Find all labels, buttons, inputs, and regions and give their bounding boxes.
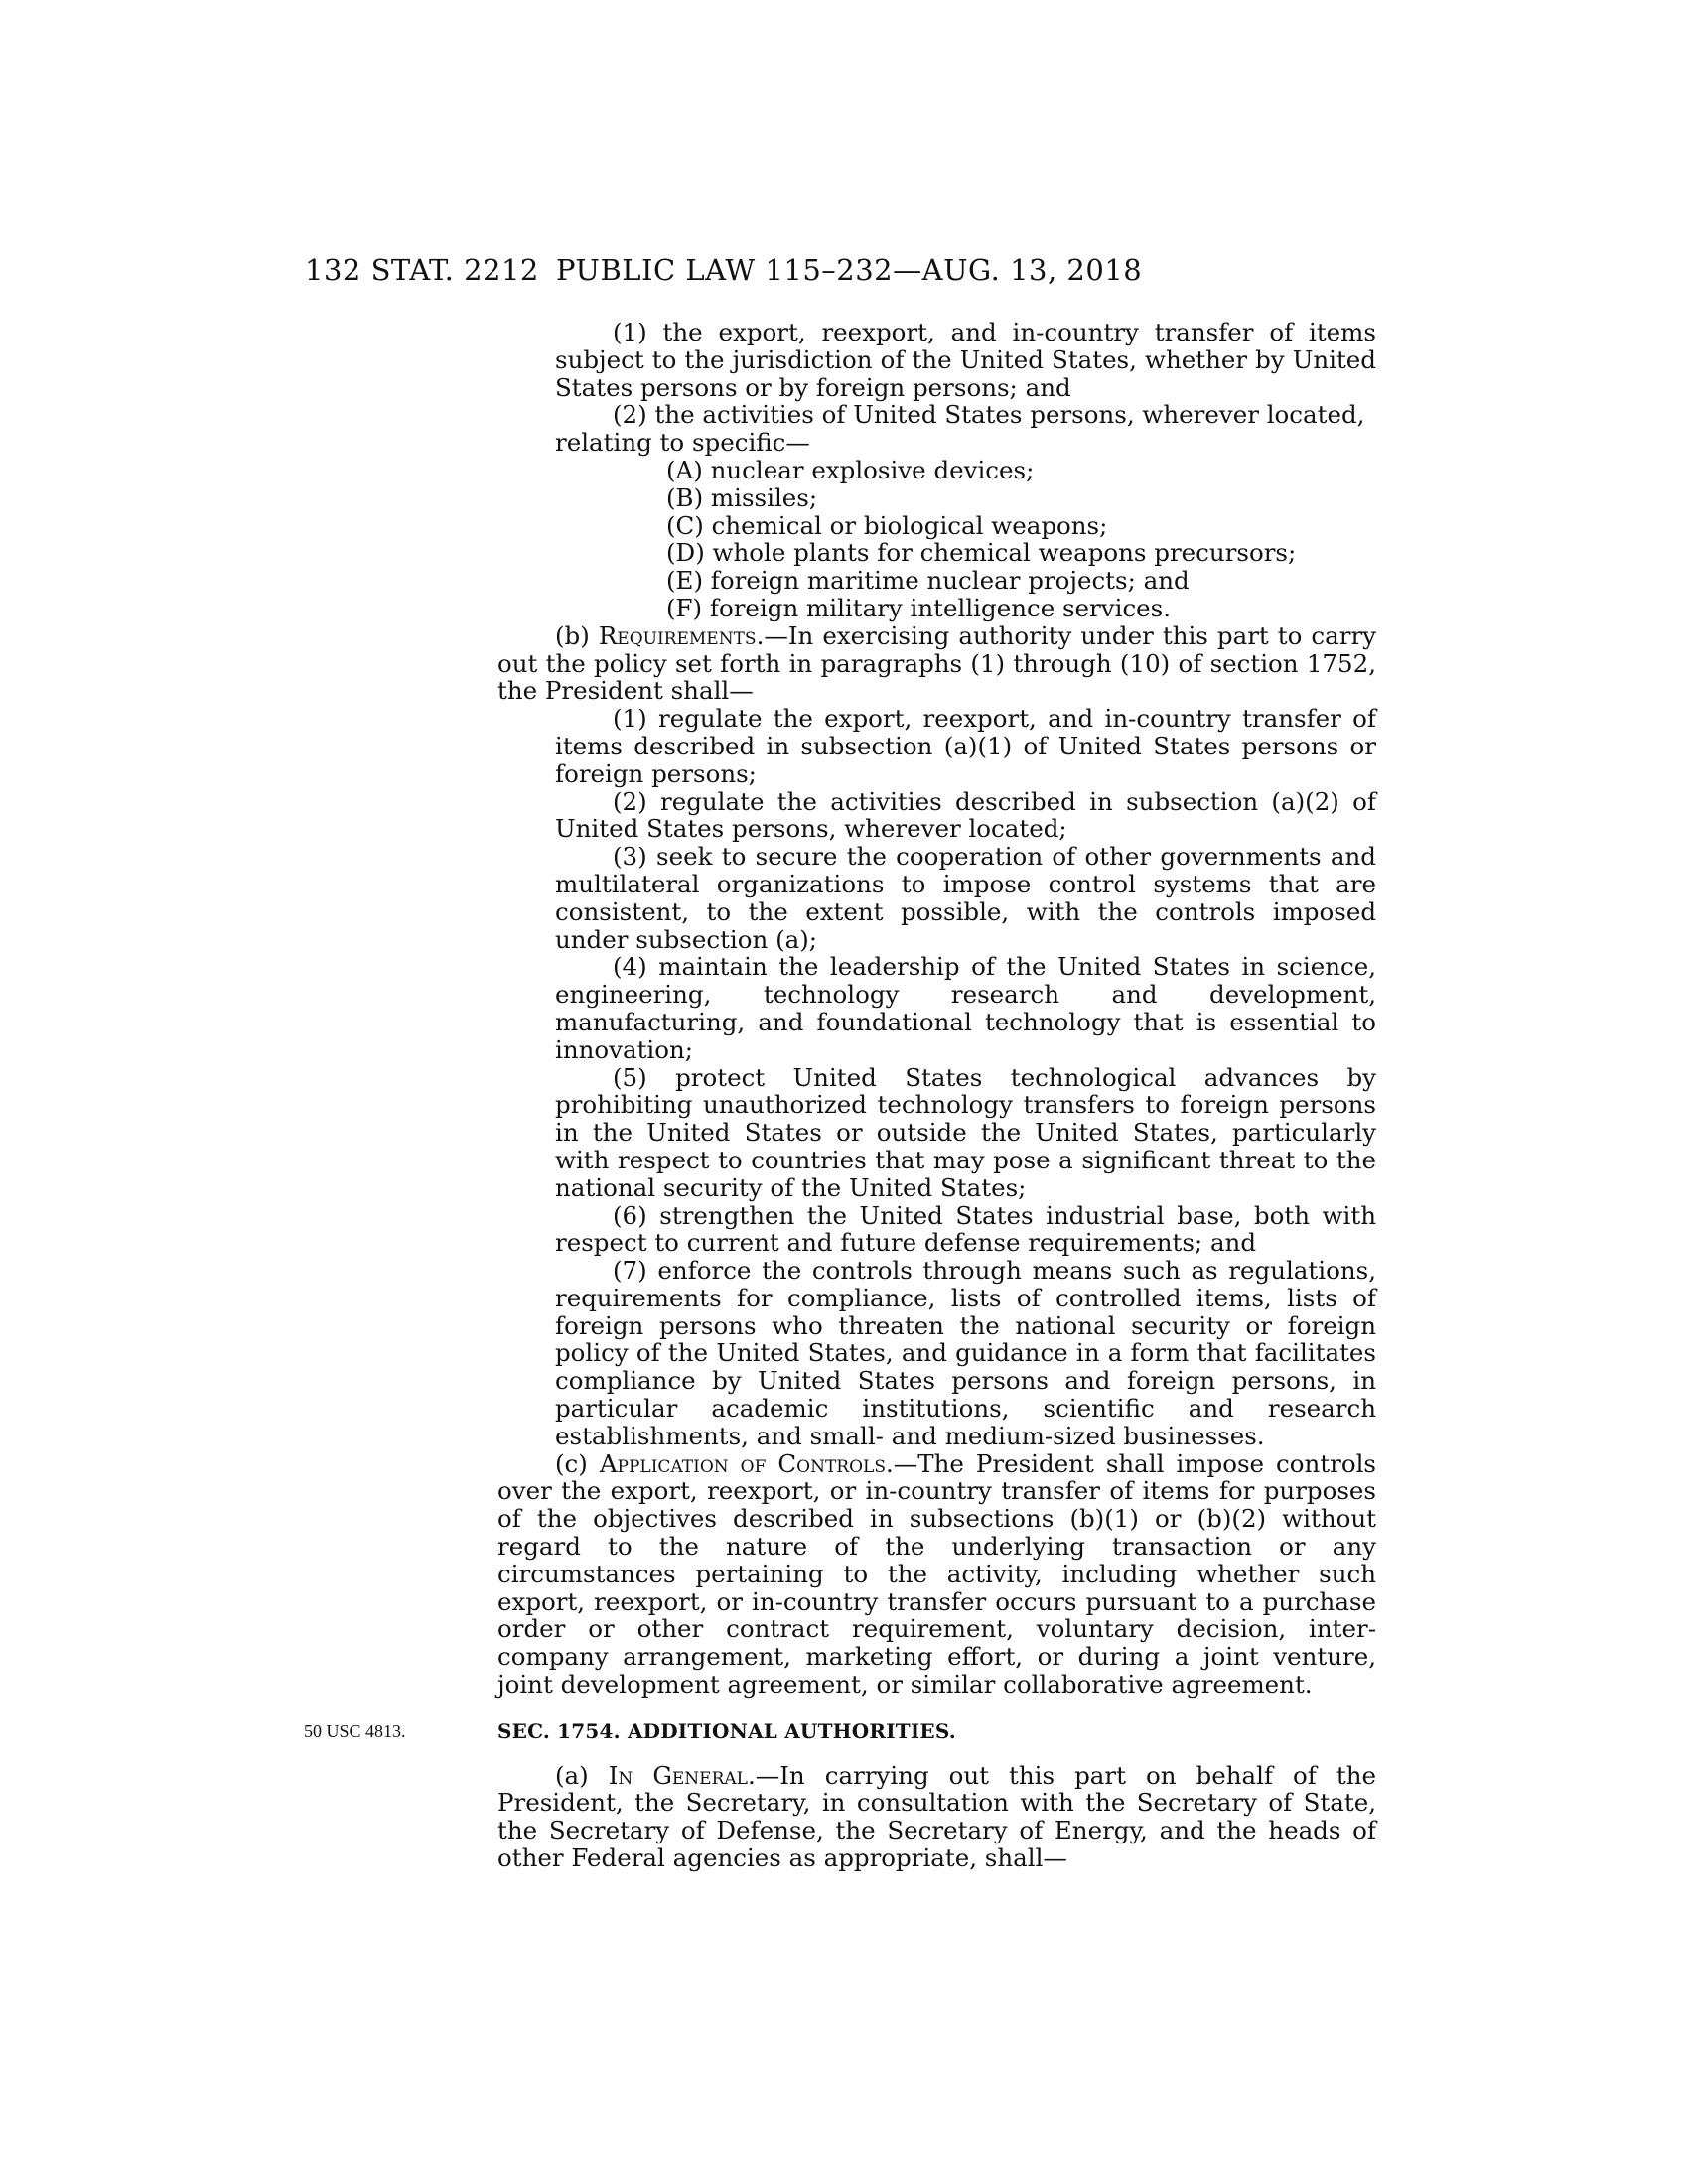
subsection-a-heading: In General [608, 1760, 748, 1790]
subsection-a-text: .—In carrying out this part on behalf of the President, the Secretary, in consultation with the Secretary of State, the Secretary of Defense, the Secretary of Energy, and the heads of other Federal agencies as appropriate, shall— [497, 1760, 1376, 1873]
subsection-c [497, 1450, 1376, 1699]
paragraph-b2: (2) regulate the activities described in subsection (a)(2) of United States persons, wherever located; [555, 786, 1376, 844]
usc-margin-note: 50 USC 4813. [304, 1720, 406, 1741]
paragraph-a2: (2) the activities of United States persons, wherever located, relating to specific— [555, 400, 1365, 458]
section-1754-heading-row [304, 1716, 1376, 1746]
paragraph-b6: (6) strengthen the United States industrial base, both with respect to current and future defense requirements; and [555, 1200, 1376, 1258]
paragraph-b3: (3) seek to secure the cooperation of other governments and multilateral organizations to impose control systems that are consistent, to the extent possible, with the controls imposed under subsection (a); [555, 842, 1376, 954]
paragraph-b7: (7) enforce the controls through means such as regulations, requirements for compliance, lists of controlled items, lists of foreign persons who threaten the national security or foreign policy of the United States, and guidance in a form that facilitates compliance by United States persons and foreign persons, in particular academic institutions, scientific and research establishments, and small- and medium-sized businesses. [555, 1256, 1376, 1450]
running-header: PUBLIC LAW 115–232—AUG. 13, 2018 [556, 253, 1143, 287]
page-body [304, 318, 1377, 1873]
section-heading: SEC. 1754. ADDITIONAL AUTHORITIES. [497, 1718, 956, 1743]
subsection-b [497, 622, 1376, 705]
paragraph-b5: (5) protect United States technological advances by prohibiting unauthorized technology transfers to foreign persons in the United States or outside the United States, particularly with respect to countries that may pose a significant threat to the national security of the United States; [555, 1062, 1376, 1202]
subsection-c-text: .—The President shall impose controls over the export, reexport, or in-country transfer of items for purposes of the objectives described in subsections (b)(1) or (b)(2) without regard to the nature of the underlying transaction or any circumstances pertaining to the activity, including whether such export, reexport, or in-country transfer occurs pursuant to a purchase order or other contract requirement, voluntary decision, inter-company arrangement, marketing effort, or during a joint venture, joint development agreement, or similar collaborative agreement. [497, 1448, 1377, 1700]
subparagraph-c: (C) chemical or biological weapons; [666, 510, 1108, 540]
subsection-b-text: .—In exercising authority under this part to carry out the policy set forth in paragraphs (1) through (10) of section 1752, the President shall— [497, 620, 1377, 706]
page-stat-citation: 132 STAT. 2212 [305, 253, 539, 287]
subparagraph-b: (B) missiles; [666, 482, 818, 512]
subsection-c-label: (c) [555, 1448, 600, 1478]
paragraph-b4: (4) maintain the leadership of the United States in science, engineering, technology research and development, manufacturing, and foundational technology that is essential to innovation; [555, 952, 1376, 1064]
subsection-c-heading: Application of Controls [599, 1448, 886, 1478]
subparagraph-a: (A) nuclear explosive devices; [666, 455, 1035, 484]
subparagraph-f: (F) foreign military intelligence services. [666, 593, 1172, 622]
subsection-a-1754 [497, 1762, 1376, 1872]
subsection-b-heading: Requirements [598, 620, 757, 650]
subsection-a-label: (a) [555, 1760, 609, 1790]
subparagraph-d: (D) whole plants for chemical weapons precursors; [666, 538, 1297, 568]
subsection-b-label: (b) [555, 620, 599, 650]
paragraph-b1: (1) regulate the export, reexport, and in-country transfer of items described in subsection (a)(1) of United States persons or foreign persons; [555, 704, 1376, 788]
paragraph-a1: (1) the export, reexport, and in-country transfer of items subject to the jurisdiction of the United States, whether by United States persons or by foreign persons; and [555, 318, 1376, 402]
subparagraph-e: (E) foreign maritime nuclear projects; and [666, 566, 1190, 596]
